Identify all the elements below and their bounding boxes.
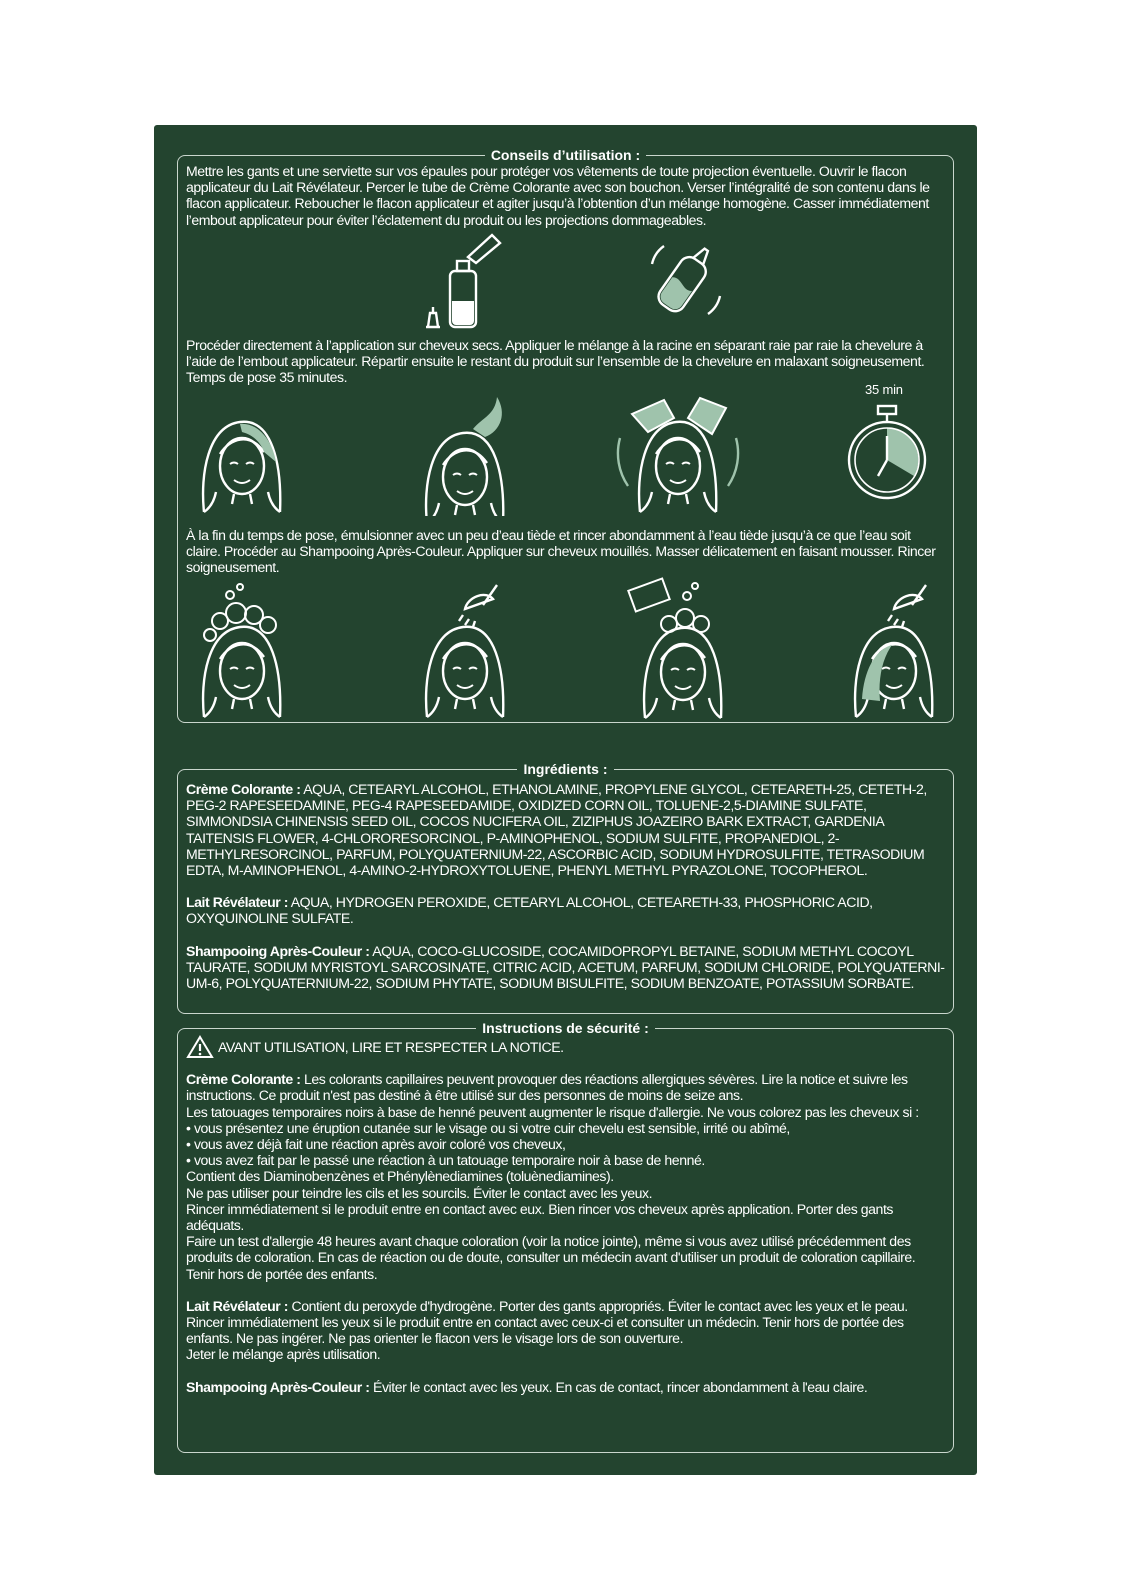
ingredients-shampoo-label: Shampooing Après-Couleur : [186, 942, 370, 959]
safety-section [177, 1020, 954, 1453]
safety-creme-line: Rincer immédiatement si le produit entre en contact avec eux. Bien rincer vos cheveux après application. Porter des gants adéquats. [186, 1200, 894, 1234]
usage-step3-text: À la fin du temps de pose, émulsionner avec un peu d’eau tiède et rincer abondamment à l’eau tiède jusqu’à ce que l’eau soit claire. Procéder au Shampooing Après-Couleur. Appliquer sur cheveux mouillés. Masser délicatement en faisant mousser. Rincer soigneusement. [186, 527, 936, 576]
safety-creme-line: • vous avez fait par le passé une réaction à un tatouage temporaire noir à base de henné. [186, 1152, 705, 1169]
stopwatch-icon [842, 404, 932, 500]
safety-title: Instructions de sécurité : [476, 1020, 654, 1036]
usage-section [177, 147, 954, 723]
ingredients-lait-label: Lait Révélateur : [186, 894, 289, 911]
safety-creme-intro-text: Les colorants capillaires peuvent provoquer des réactions allergiques sévères. Lire la notice et suivre les instructions. Ce produit n'est pas destiné à être utilisé sur des personnes de moins de seize ans. [186, 1071, 908, 1104]
safety-creme-line: Faire un test d'allergie 48 heures avant chaque coloration (voir la notice jointe), même si vous avez utilisé précédemment des produits de coloration. En cas de réaction ou de doute, consulter un médecin avant d'utiliser un produit de coloration capillaire. [186, 1233, 916, 1266]
face-root-application-icon [190, 404, 294, 516]
timer-label: 35 min [865, 382, 903, 397]
safety-creme-line: Les tatouages temporaires noirs à base de henné peuvent augmenter le risque d'allergie. Ne vous colorez pas les cheveux si : [186, 1103, 919, 1120]
tube-into-bottle-icon [420, 231, 510, 331]
safety-shampoo [186, 1379, 945, 1395]
ingredients-shampoo [186, 943, 945, 992]
massage-hands-icon [608, 378, 748, 516]
face-foam-icon [190, 581, 294, 721]
face-shower-rinse-icon [842, 581, 946, 721]
usage-step1-text: Mettre les gants et une serviette sur vos épaules pour protéger vos vêtements de toute projection éventuelle. Ouvrir le flacon applicateur du Lait Révélateur. Percer le tube de Crème Colorante avec son bouchon. Verser l’intégralité de son contenu dans le flacon applicateur. Reboucher le flacon applicateur et agiter jusqu’à l’obtention d’un mélange homogène. Casser immédiatement l’embout applicateur pour éviter l’éclatement du produit ou les projections dommageables. [186, 163, 930, 228]
safety-creme-line: Tenir hors de portée des enfants. [186, 1265, 378, 1282]
ingredients-lait-text: AQUA, HYDROGEN PEROXIDE, CETEARYL ALCOHOL, CETEARETH-33, PHOSPHORIC ACID, OXYQUINOLINE SULFATE. [186, 894, 873, 927]
safety-creme-line: • vous présentez une éruption cutanée sur le visage ou si votre cuir chevelu est sensible, irrité ou abîmé, [186, 1119, 790, 1136]
safety-warning [186, 1039, 945, 1055]
safety-shampoo-label: Shampooing Après-Couleur : [186, 1378, 370, 1395]
ingredients-title: Ingrédients : [517, 761, 613, 777]
usage-step2-text: Procéder directement à l’application sur cheveux secs. Appliquer le mélange à la racine en séparant raie par raie la chevelure à l’aide de l’embout applicateur. Répartir ensuite le restant du produit sur l’ensemble de la chevelure en malaxant soigneusement. Temps de pose 35 minutes. [186, 337, 925, 386]
warning-triangle-icon [186, 1035, 214, 1059]
safety-creme-line: Ne pas utiliser pour teindre les cils et les sourcils. Éviter le contact avec les yeux. [186, 1184, 653, 1201]
ingredients-creme-label: Crème Colorante : [186, 781, 301, 797]
ingredients-lait [186, 894, 945, 926]
face-shampoo-icon [623, 574, 743, 722]
product-panel [154, 125, 977, 1475]
safety-creme-line: Contient des Diaminobenzènes et Phénylènediamines (toluènediamines). [186, 1168, 614, 1185]
safety-shampoo-text: Éviter le contact avec les yeux. En cas de contact, rincer abondamment à l'eau claire. [369, 1378, 868, 1395]
ingredients-section [177, 761, 954, 1014]
ingredients-creme [186, 781, 945, 878]
safety-lait-label: Lait Révélateur : [186, 1297, 289, 1314]
ingredients-shampoo-text: AQUA, COCO-GLUCOSIDE, COCAMIDOPROPYL BETAINE, SODIUM METHYL COCOYL TAURATE, SODIUM MYRISTOYL SARCOSINATE, CITRIC ACID, ACETUM, PARFUM, SODIUM CHLORIDE, POLYQUATERNI-UM-6, POLYQUATERNIUM-22, SODIUM PHYTATE, SODIUM BISULFITE, SODIUM BENZOATE, POTASSIUM SORBATE. [186, 942, 945, 992]
face-applicator-icon [413, 382, 517, 516]
safety-lait [186, 1298, 945, 1347]
safety-creme-line: • vous avez déjà fait une réaction après avoir coloré vos cheveux, [186, 1136, 566, 1153]
safety-creme-intro [186, 1071, 945, 1103]
ingredients-creme-text: AQUA, CETEARYL ALCOHOL, ETHANOLAMINE, PROPYLENE GLYCOL, CETEARETH-25, CETETH-2, PEG-2 RAPESEEDAMINE, PEG-4 RAPESEEDAMIDE, OXIDIZED CORN OIL, TOLUENE-2,5-DIAMINE SULFATE, SIMMONDSIA CHINENSIS SEED OIL, COCOS NUCIFERA OIL, ZIZIPHUS JOAZEIRO BARK EXTRACT, GARDENIA TAITENSIS FLOWER, 4-CHLORORESORCINOL, P-AMINOPHENOL, SODIUM SULFITE, PROPANEDIOL, 2-METHYLRESORCINOL, PARFUM, POLYQUATERNIUM-22, ASCORBIC ACID, SODIUM HYDROSULFITE, TETRASODIUM EDTA, M-AMINOPHENOL, 4-AMINO-2-HYDROXYTOLUENE, PHENYL METHYL PYRAZOLONE, TOCOPHEROL. [186, 781, 927, 879]
safety-lait-last: Jeter le mélange après utilisation. [186, 1346, 381, 1363]
shake-bottle-icon [642, 234, 732, 324]
face-shower-icon [413, 581, 517, 721]
usage-title: Conseils d’utilisation : [485, 147, 646, 163]
safety-lait-text: Contient du peroxyde d'hydrogène. Porter des gants appropriés. Éviter le contact avec les yeux et le peau. Rincer immédiatement les yeux si le produit entre en contact avec ceux-ci et consulter un médecin. Tenir hors de portée des enfants. Ne pas ingérer. Ne pas orienter le flacon vers le visage lors de son ouverture. [186, 1297, 908, 1347]
safety-warning-text: AVANT UTILISATION, LIRE ET RESPECTER LA NOTICE. [218, 1039, 564, 1055]
safety-creme-label: Crème Colorante : [186, 1071, 301, 1088]
